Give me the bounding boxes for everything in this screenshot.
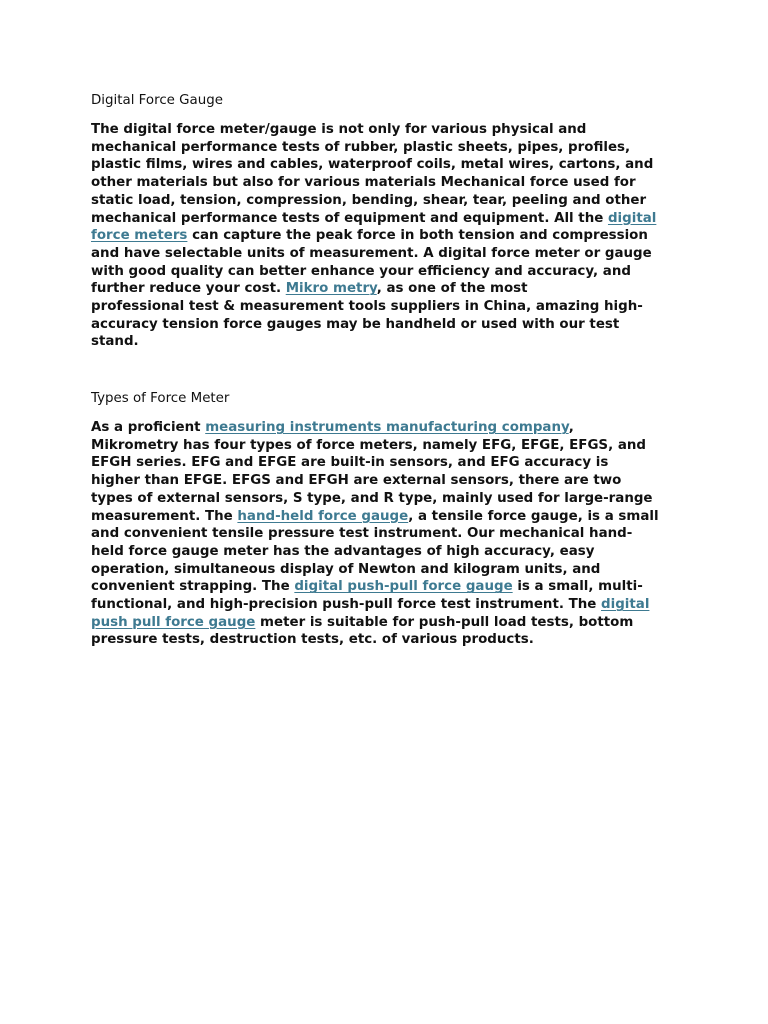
link-text: digital: [607, 210, 657, 226]
link-hand-held-force-gauge[interactable]: hand-held force gauge: [237, 508, 409, 524]
paragraph-text: , as one of the most professional test & measurement tools suppliers in China, amazing high- accuracy tension force gauges may be handheld or used with our test stand.: [91, 281, 643, 350]
paragraph-text: , Mikrometry has four types of force meters, namely EFG, EFGE, EFGS, and EFGH series. EFG and EFGE are built-in sensors, and EFG accuracy is higher than EFGE. EFGS and EFGH are external sensors, there are two types of external sensors, S type, and R type, mainly used for large-range measurement. The: [91, 420, 653, 524]
paragraph-text: , a tensile force gauge, is a small and convenient tensile pressure test instrument. Our mechanical hand- held force gauge meter has the advantages of high accuracy, easy operation, simultaneous display of Newton and kilogram units, and convenient strapping. The: [91, 508, 659, 595]
link-measuring-instruments-company[interactable]: measuring instruments manufacturing company: [205, 420, 569, 435]
paragraph-digital-force-gauge: [91, 121, 681, 351]
link-digital-push-pull-force-gauge[interactable]: digital push-pull force gauge: [294, 579, 513, 595]
link-text: digital: [601, 597, 650, 613]
paragraph-text: The digital force meter/gauge is not only for various physical and mechanical performance tests of rubber, plastic sheets, pipes, profiles, plastic films, wires and cables, waterproof coils, metal wires, cartons, and other materials but also for various materials Mechanical force used for static load, tension, compression, bending, shear, tear, peeling and other mechanical performance tests of equipment and equipment. All the: [91, 122, 654, 226]
link-mikro-metry[interactable]: Mikro metry: [285, 281, 377, 297]
paragraph-text: is a small, multi- functional, and high-precision push-pull force test instrument. The: [91, 579, 643, 613]
paragraph-text: As a proficient: [91, 420, 206, 435]
paragraph-types-of-force-meter: [91, 419, 681, 649]
paragraph-text: can capture the peak force in both tension and compression and have selectable units of measurement. A digital force meter or gauge with good quality can better enhance your efficiency and accuracy, and further reduce your cost.: [91, 228, 652, 297]
section-heading-digital-force-gauge: Digital Force Gauge: [91, 93, 223, 108]
link-text: force meters: [91, 228, 188, 244]
link-text: push pull force gauge: [91, 614, 256, 630]
paragraph-text: meter is suitable for push-pull load tests, bottom pressure tests, destruction tests, etc. of various products.: [91, 614, 634, 648]
section-heading-types-of-force-meter: Types of Force Meter: [91, 391, 230, 406]
